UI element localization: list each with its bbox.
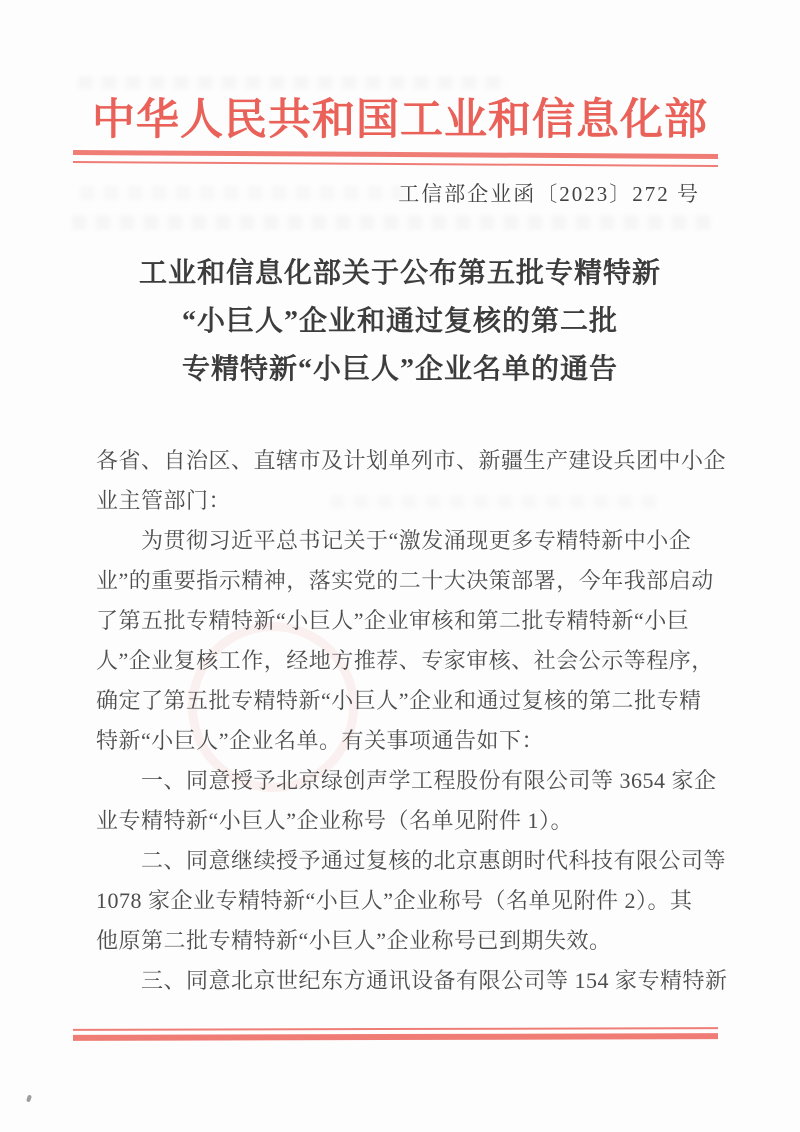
title-line: “小巨人”企业和通过复核的第二批	[181, 306, 618, 337]
agency-name: 中华人民共和国工业和信息化部	[92, 97, 708, 144]
divider-thin-line	[73, 1027, 718, 1031]
body-line: 1078 家企业专精特新“小巨人”企业称号（名单见附件 2）。其	[96, 888, 693, 913]
body-line: 他原第二批专精特新“小巨人”企业称号已到期失效。	[96, 928, 612, 953]
body-line: 人”企业复核工作，经地方推荐、专家审核、社会公示等程序，	[96, 648, 714, 673]
bleed-through-smudge	[72, 215, 712, 230]
divider-thick-line	[73, 1033, 718, 1041]
body-line: 业专精特新“小巨人”企业称号（名单见附件 1）。	[96, 808, 574, 833]
body-line: 业”的重要指示精神，落实党的二十大决策部署，今年我部启动	[96, 568, 714, 593]
body-line: 特新“小巨人”企业名单。有关事项通告如下：	[96, 728, 545, 753]
document-body	[96, 441, 728, 1001]
scan-speck	[26, 1095, 32, 1103]
body-line: 为贯彻习近平总书记关于“激发涌现更多专精特新中小企	[141, 528, 692, 553]
title-line: 专精特新“小巨人”企业名单的通告	[181, 354, 618, 385]
document-title	[0, 250, 800, 394]
body-line: 二、同意继续授予通过复核的北京惠朗时代科技有限公司等	[141, 848, 727, 873]
body-line: 确定了第五批专精特新“小巨人”企业和通过复核的第二批专精	[96, 688, 702, 713]
body-line: 三、同意北京世纪东方通讯设备有限公司等 154 家专精特新	[141, 968, 728, 993]
body-line: 各省、自治区、直辖市及计划单列市、新疆生产建设兵团中小企	[96, 448, 727, 473]
bleed-through-smudge	[80, 186, 410, 200]
page-bottom-divider	[73, 1027, 718, 1043]
body-line: 一、同意授予北京绿创声学工程股份有限公司等 3654 家企	[141, 768, 717, 793]
body-line: 了第五批专精特新“小巨人”企业审核和第二批专精特新“小巨	[96, 608, 690, 633]
divider-thin-line	[73, 161, 718, 167]
title-line: 工业和信息化部关于公布第五批专精特新	[138, 258, 661, 289]
letterhead-divider	[73, 150, 718, 170]
divider-thick-line	[73, 150, 718, 159]
body-line: 业主管部门：	[96, 488, 232, 513]
document-number: 工信部企业函〔2023〕272 号	[398, 182, 700, 206]
